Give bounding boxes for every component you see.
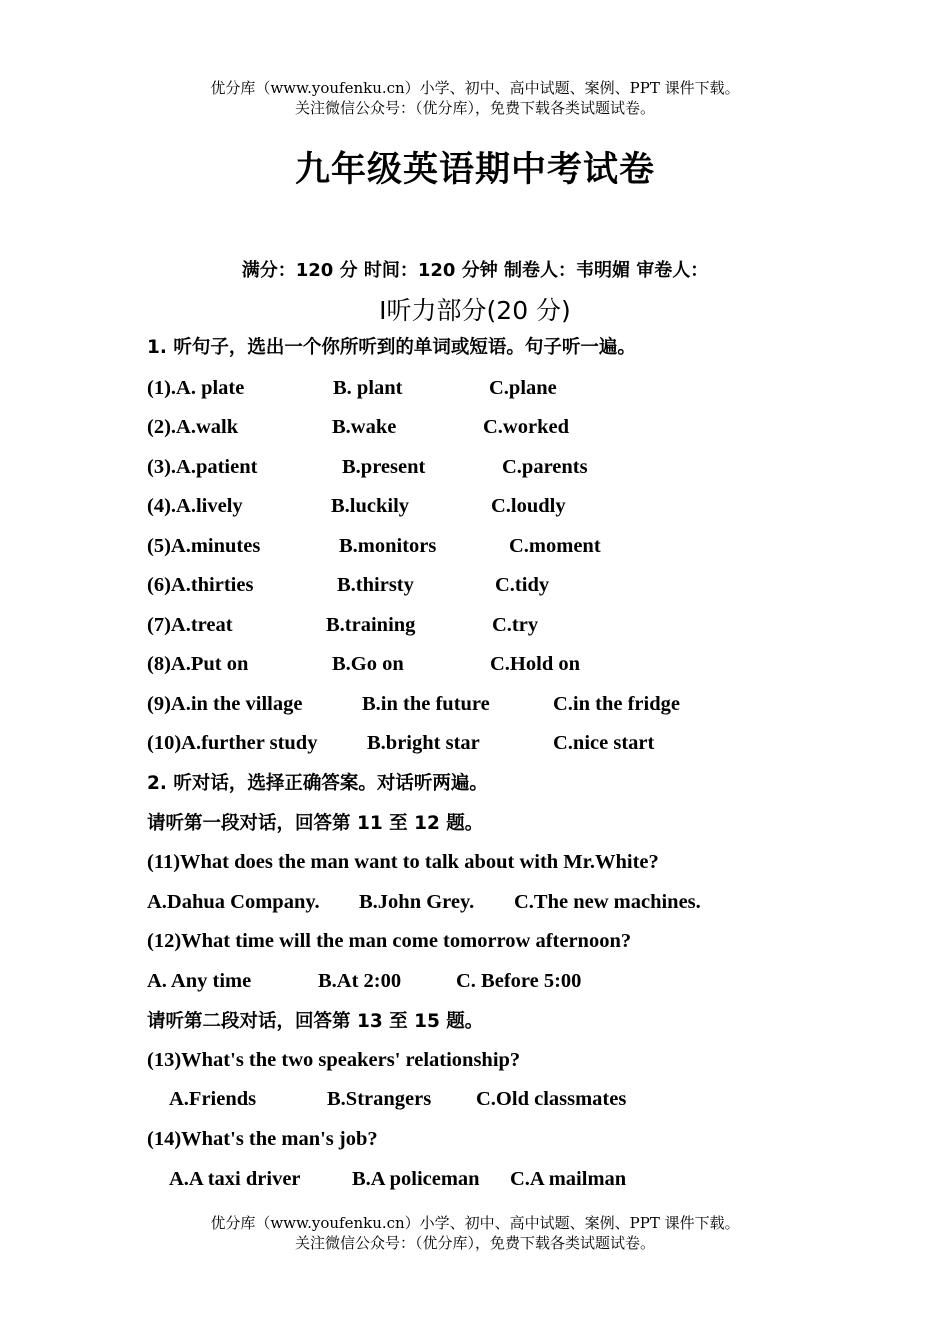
option-c: C.The new machines.: [514, 891, 701, 913]
option-b: B.At 2:00: [318, 970, 402, 992]
option-a: A.Friends: [169, 1088, 257, 1110]
question-12: (12)What time will the man come tomorrow afternoon?: [147, 930, 632, 952]
option-a: A.A taxi driver: [169, 1168, 301, 1190]
option-b: B.monitors: [339, 535, 437, 557]
option-c: C.in the fridge: [553, 693, 680, 715]
option-c: C.nice start: [553, 732, 655, 754]
option-b: B.bright star: [367, 732, 480, 754]
option-c: C.A mailman: [510, 1168, 627, 1190]
question-14: (14)What's the man's job?: [147, 1128, 378, 1150]
option-a: (4).A.lively: [147, 495, 243, 517]
header-line-2: 关注微信公众号：（优分库），免费下载各类试题试卷。: [294, 99, 655, 117]
option-a: (6)A.thirties: [147, 574, 254, 596]
option-b: B.Strangers: [327, 1088, 432, 1110]
option-c: C.Old classmates: [476, 1088, 627, 1110]
option-a: (8)A.Put on: [147, 653, 249, 675]
option-b: B.thirsty: [337, 574, 414, 596]
option-b: B.A policeman: [352, 1168, 480, 1190]
option-a: A.Dahua Company.: [147, 891, 320, 913]
option-c: C.plane: [489, 377, 557, 399]
header-line-1: 优分库（www.youfenku.cn）小学、初中、高中试题、案例、PPT 课件下载。: [210, 79, 740, 97]
option-b: B.Go on: [332, 653, 404, 675]
option-c: C. Before 5:00: [456, 970, 582, 992]
option-c: C.loudly: [491, 495, 566, 517]
option-c: C.parents: [502, 456, 588, 478]
option-b: B.wake: [332, 416, 397, 438]
question-11: (11)What does the man want to talk about with Mr.White?: [147, 851, 659, 873]
part1-instruction: 1. 听句子，选出一个你所听到的单词或短语。句子听一遍。: [147, 337, 636, 358]
page-header: [0, 78, 950, 118]
footer-line-1: 优分库（www.youfenku.cn）小学、初中、高中试题、案例、PPT 课件下载。: [210, 1214, 740, 1232]
dialog1-instruction: 请听第一段对话，回答第 11 至 12 题。: [147, 813, 484, 834]
exam-title: 九年级英语期中考试卷: [294, 150, 655, 190]
option-a: A. Any time: [147, 970, 252, 992]
option-b: B.in the future: [362, 693, 490, 715]
option-b: B.present: [342, 456, 426, 478]
option-a: (3).A.patient: [147, 456, 258, 478]
option-c: C.try: [492, 614, 539, 636]
option-c: C.tidy: [495, 574, 550, 596]
dialog2-instruction: 请听第二段对话，回答第 13 至 15 题。: [147, 1011, 484, 1032]
part2-instruction: 2. 听对话，选择正确答案。对话听两遍。: [147, 773, 488, 794]
exam-info: 满分：120 分 时间：120 分钟 制卷人：韦明媚 审卷人：: [241, 260, 709, 281]
option-b: B. plant: [333, 377, 403, 399]
section-heading: Ⅰ听力部分(20 分): [379, 296, 571, 325]
footer-line-2: 关注微信公众号：（优分库），免费下载各类试题试卷。: [294, 1234, 655, 1252]
option-a: (1).A. plate: [147, 377, 245, 399]
option-c: C.moment: [509, 535, 601, 557]
option-a: (7)A.treat: [147, 614, 233, 636]
option-b: B.John Grey.: [359, 891, 475, 913]
option-a: (5)A.minutes: [147, 535, 261, 557]
option-c: C.Hold on: [490, 653, 580, 675]
option-a: (10)A.further study: [147, 732, 318, 754]
page-footer: [0, 1213, 950, 1253]
option-b: B.luckily: [331, 495, 410, 517]
option-b: B.training: [326, 614, 416, 636]
option-a: (2).A.walk: [147, 416, 239, 438]
option-c: C.worked: [483, 416, 569, 438]
question-13: (13)What's the two speakers' relationship?: [147, 1049, 521, 1071]
option-a: (9)A.in the village: [147, 693, 303, 715]
